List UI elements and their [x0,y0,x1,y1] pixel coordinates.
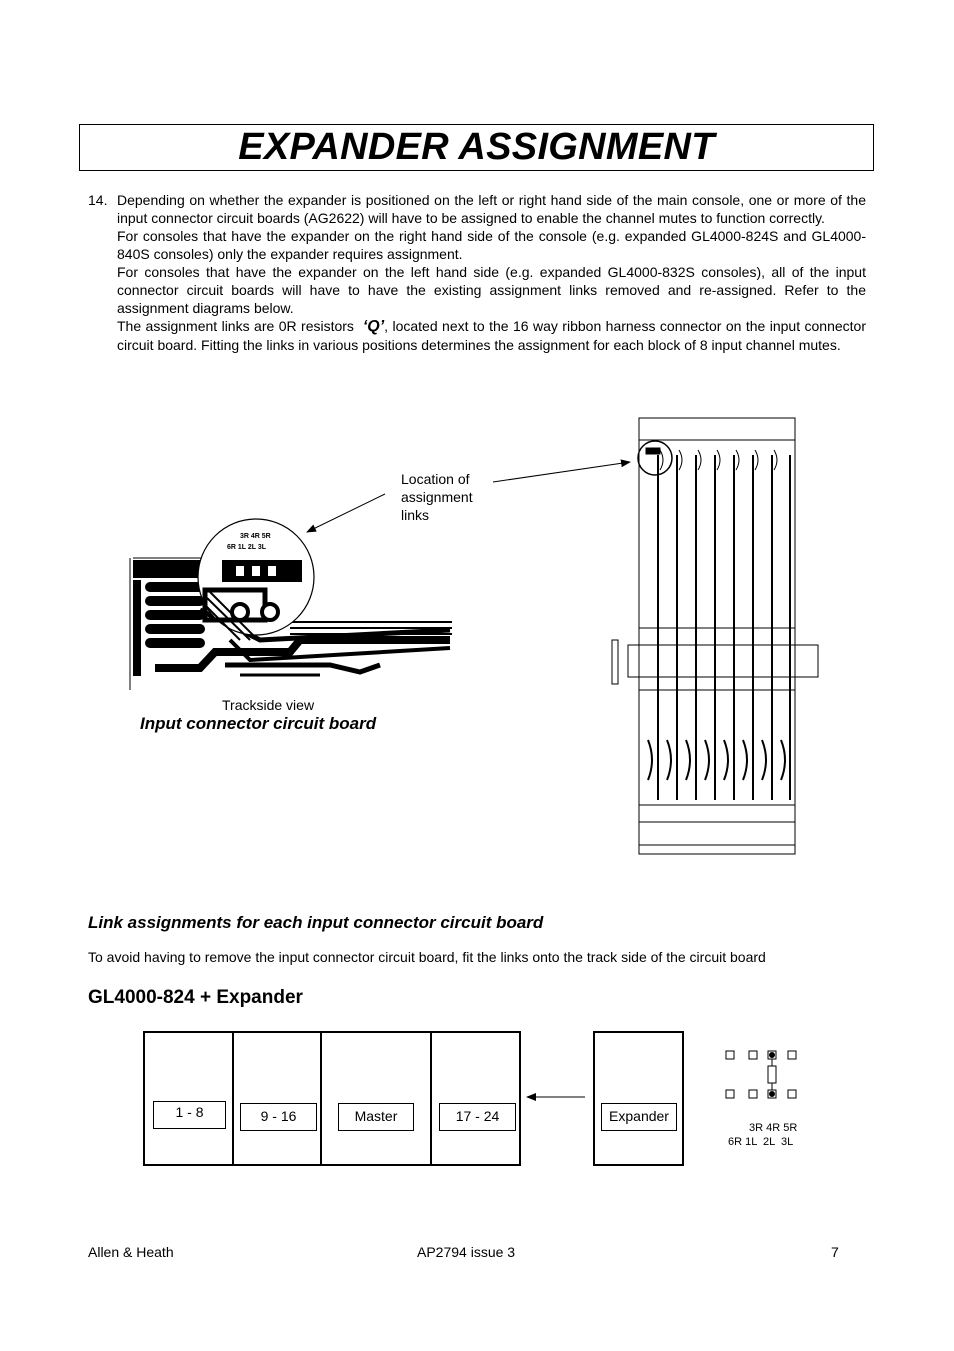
pcb-trackside-drawing [130,519,452,690]
trackside-label: Trackside view [222,697,315,713]
paragraph-3: For consoles that have the expander on the left hand side (e.g. expanded GL4000-832S consoles), all of the input connector circuit boards will have to have the existing assignment links removed and re-assigned. Refer to the assignment diagrams below. [117,264,866,316]
block-9-16: 9 - 16 [232,1031,322,1166]
paragraph-2: For consoles that have the expander on the right hand side of the console (e.g. expanded GL4000-824S and GL4000-840S consoles) only the expander requires assignment. [117,228,866,262]
pcb-overview-drawing [612,418,818,854]
zoom-label-row1: 3R 4R 5R [240,533,271,540]
link-label-row2: 6R 1L 2L 3L [728,1136,794,1148]
board-caption: Input connector circuit board [140,714,377,733]
paragraph-4-end: , located next to the 16 way ribbon harness connector on the input connector circuit board. Fitting the links in various positions determines the assignment for each block of 8 input channel mutes. [117,318,867,353]
page-title: EXPANDER ASSIGNMENT [238,126,715,168]
section-heading: Link assignments for each input connector circuit board [88,913,544,932]
config-heading: GL4000-824 + Expander [88,987,303,1008]
item-number: 14. [88,192,108,208]
block-17-24: 17 - 24 [430,1031,521,1166]
block-1-8: 1 - 8 [143,1031,234,1166]
paragraph-1: Depending on whether the expander is positioned on the left or right hand side of the main console, one or more of the input connector circuit boards (AG2622) will have to be assigned to enable the channel mutes to function correctly. [117,192,866,226]
q-label: ‘Q’ [362,318,385,335]
paragraph-4-start: The assignment links are 0R resistors [117,318,354,334]
footer-page-number: 7 [831,1244,839,1260]
footer-center: AP2794 issue 3 [417,1244,516,1260]
footer-left: Allen & Heath [88,1244,174,1260]
location-label: Location of assignment links [401,471,473,523]
link-label-row1: 3R 4R 5R [749,1122,798,1134]
link-pads-icon [726,1051,796,1098]
section-note: To avoid having to remove the input connector circuit board, fit the links onto the track side of the circuit board [88,949,766,965]
block-expander: Expander [593,1031,684,1166]
block-master: Master [320,1031,432,1166]
zoom-label-row2: 6R 1L 2L 3L [227,544,267,551]
